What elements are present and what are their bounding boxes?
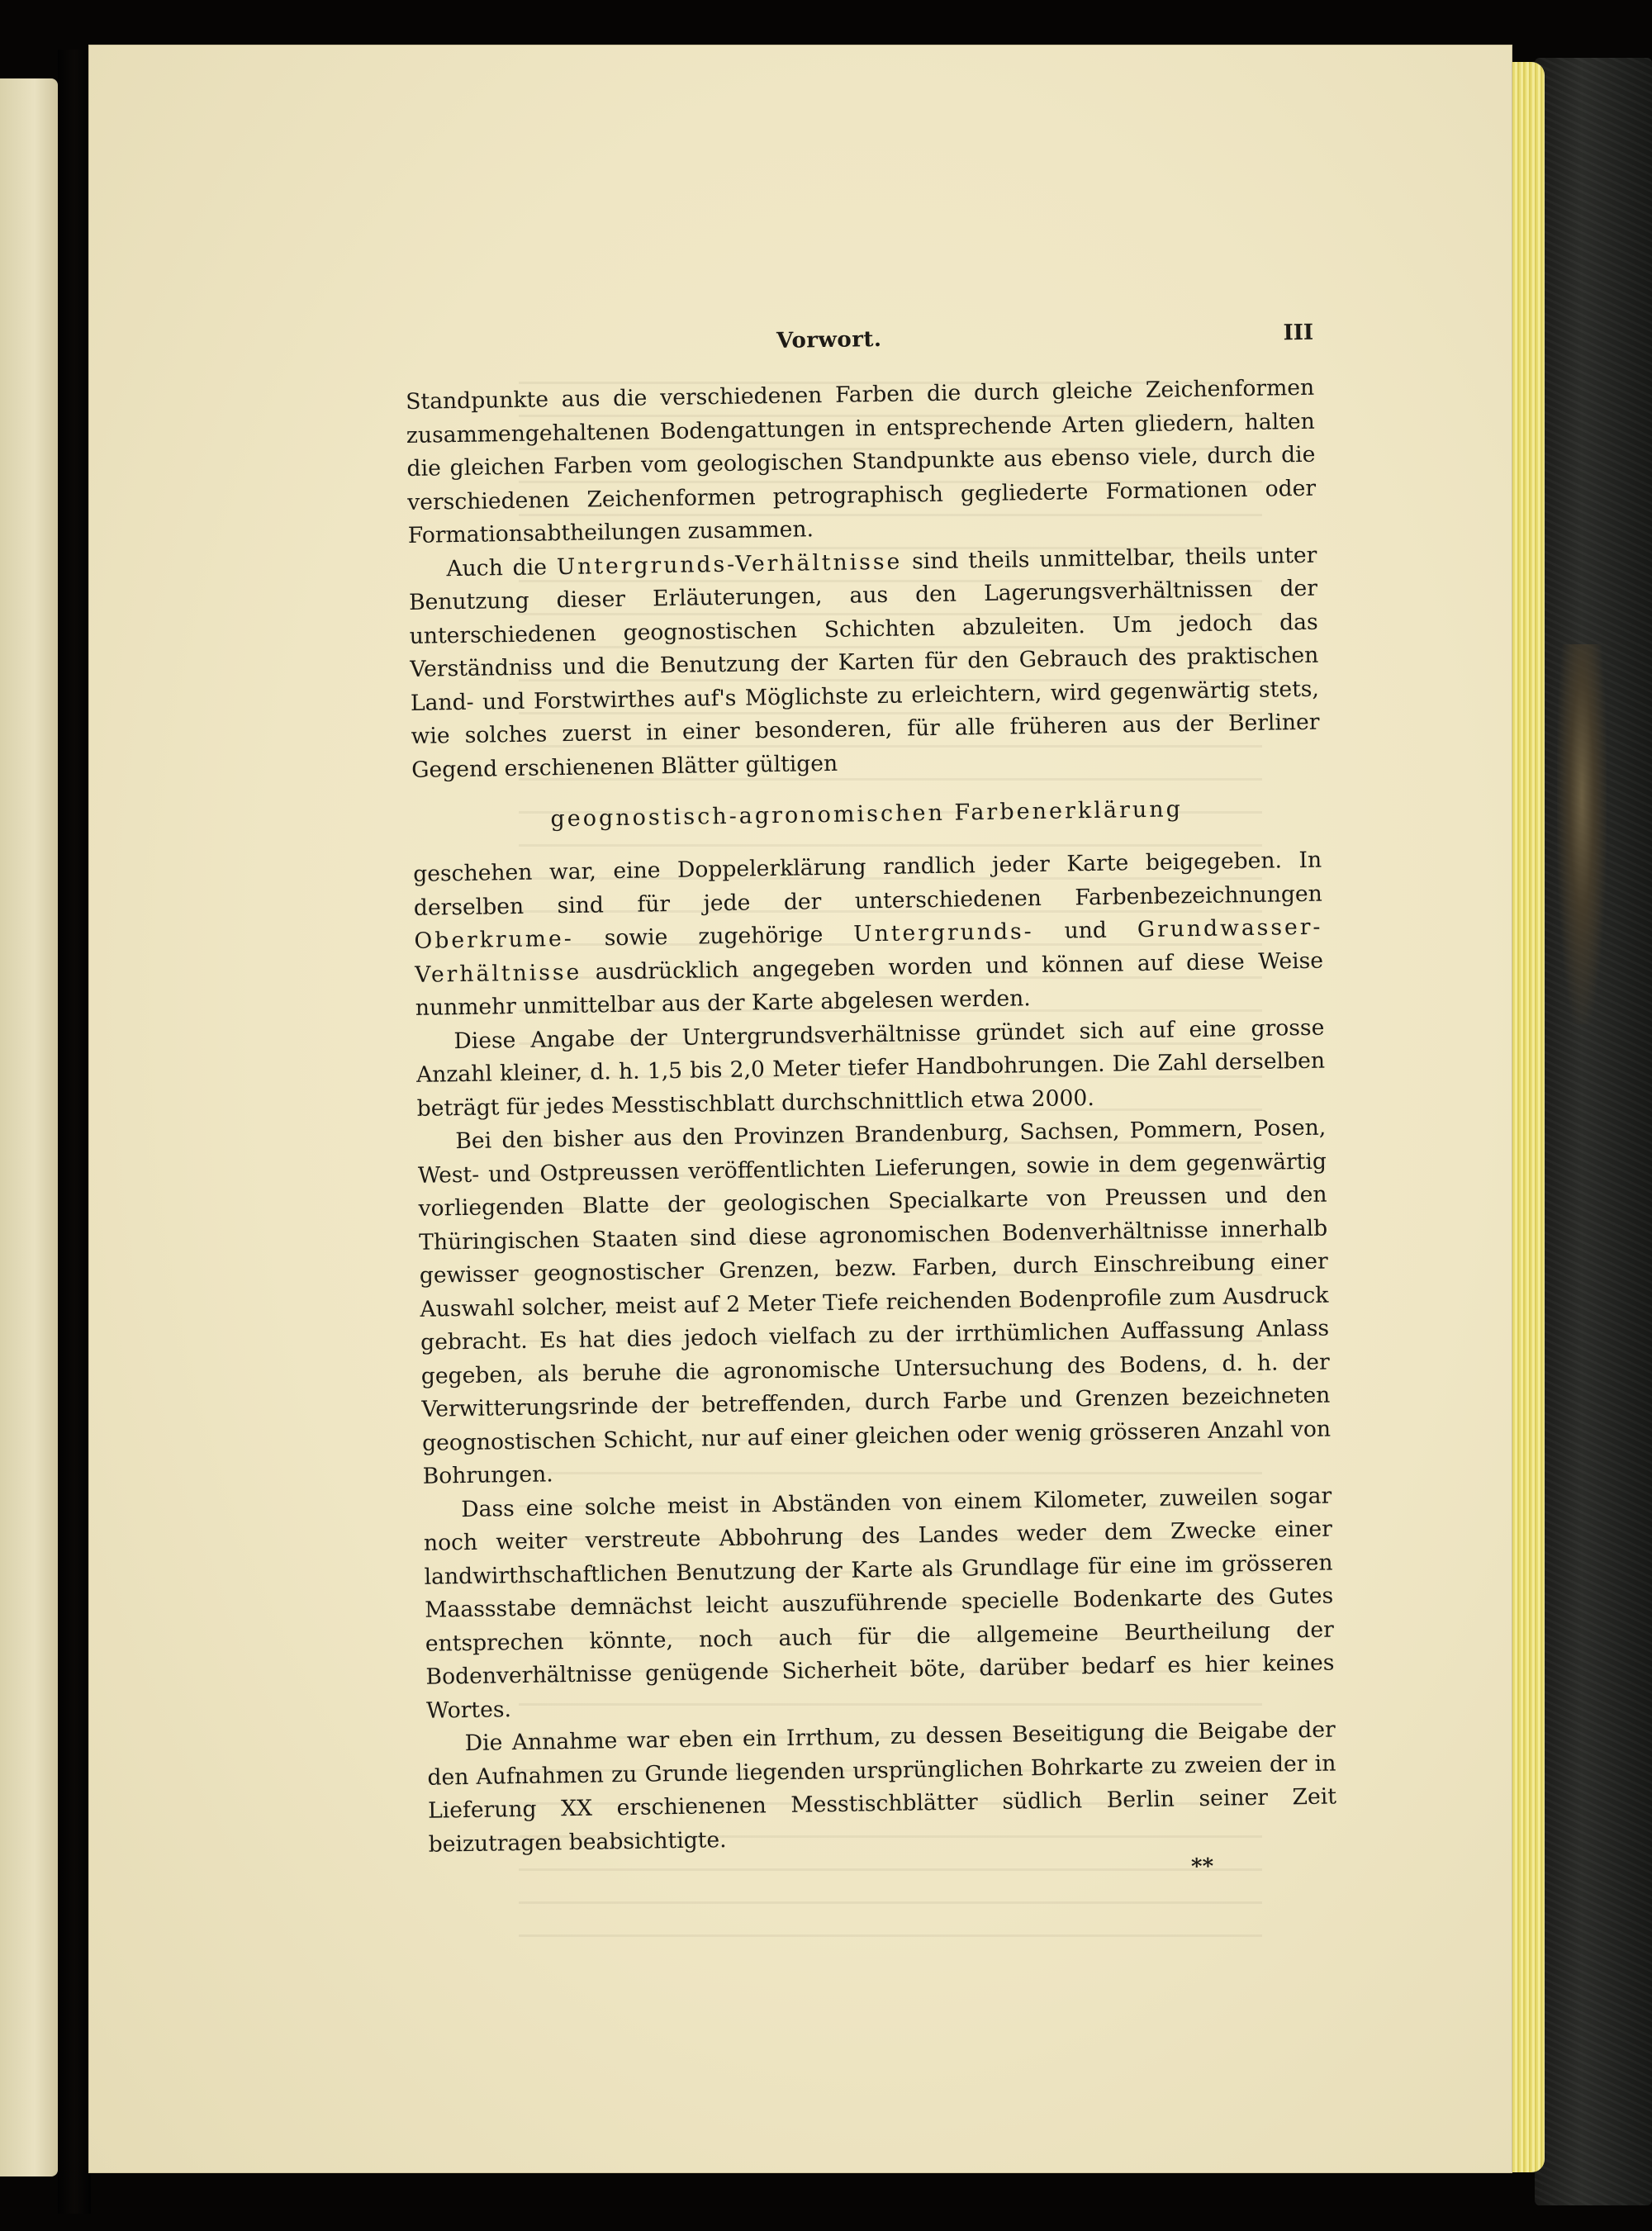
paragraph-1: Standpunkte aus die verschiedenen Farben die durch gleiche Zeichenformen zusammengehaltenen Bodengattungen in entsprechende Arten gliedern, halten die gleichen Farben vom geologischen Standpunkte aus ebenso viele, durch die verschiedenen Zeichenformen petrographisch gegliederte Formationen oder Formationsabtheilungen zusammen. [406, 374, 1317, 548]
cover-wear-mark [1557, 644, 1607, 1024]
page-header [405, 320, 1314, 374]
paragraph-3 [413, 844, 1324, 1026]
paragraph-2-before: Auch die [446, 553, 558, 581]
paragraph-3-middle: sowie zugehörige [573, 921, 854, 952]
paragraph-2-after: sind theils unmittelbar, theils unter Benutzung dieser Erläuterungen, aus den Lagerungsverhältnissen der unterschiedenen geognostischen Schichten abzuleiten. Um jedoch das Verständniss und die Benutzung der Karten für den Gebrauch des praktischen Land- und Forstwirthes auf's Möglichste zu erleichtern, wird gegenwärtig stets, wie solches zuerst in einer besonderen, für alle früheren aus der Berliner Gegend erschienenen Blätter gültigen [408, 542, 1320, 783]
paragraph-3-after: ausdrücklich angegeben worden und können auf diese Weise nunmehr unmittelbar aus der Karte abgelesen werden. [415, 947, 1324, 1021]
running-title: Vorwort. [776, 326, 882, 354]
paragraph-5: Bei den bisher aus den Provinzen Brandenburg, Sachsen, Pommern, Posen, West- und Ostpreussen veröffentlichten Lieferungen, sowie in dem gegenwärtig vorliegenden Blatte der geologischen Specialkarte von Preussen und den Thüringischen Staaten sind diese agronomischen Bodenverhältnisse innerhalb gewisser geognostischer Grenzen, bezw. Farben, durch Einschreibung einer Auswahl solcher, meist auf 2 Meter Tiefe reichenden Bodenprofile zum Ausdruck gebracht. Es hat dies jedoch vielfach zu der irrthümlichen Auffassung Anlass gegeben, als beruhe die agronomische Untersuchung des Bodens, d. h. der Verwitterungsrinde der betreffenden, durch Farbe und Grenzen bezeichneten geognostischen Schicht, nur auf einer gleichen oder wenig grösseren Anzahl von Bohrungen. [417, 1114, 1332, 1489]
book-gutter [58, 50, 91, 2214]
paragraph-3-before: geschehen war, eine Doppelerklärung randlich jeder Karte beigegeben. In derselben sind für jede der unterschiedenen Farbenbezeichnungen [413, 847, 1323, 921]
paragraph-4: Diese Angabe der Untergrundsverhältnisse gründet sich auf eine grosse Anzahl kleiner, d. h. 1,5 bis 2,0 Meter tiefer Handbohrungen. Die Zahl derselben beträgt für jedes Messtischblatt durchschnittlich etwa 2000. [415, 1014, 1326, 1122]
paragraph-3-term-3: Grundwasser-Verhältnisse [414, 914, 1323, 988]
paragraph-3-middle-2: und [1033, 917, 1138, 945]
page-number: III [1283, 320, 1314, 346]
paragraph-6: Dass eine solche meist in Abständen von einem Kilometer, zuweilen sogar noch weiter verstreute Abbohrung des Landes weder dem Zwecke einer landwirthschaftlichen Benutzung der Karte als Grundlage für eine im grösseren Maassstabe demnächst leicht auszuführende specielle Bodenkarte des Gutes entsprechen könnte, noch auch für die allgemeine Beurtheilung der Bodenverhältnisse genügende Sicherheit böte, darüber bedarf es hier keines Wortes. [423, 1483, 1335, 1724]
paragraph-3-term-2: Untergrunds- [853, 919, 1034, 947]
page-text-block [405, 320, 1338, 1900]
book-page [89, 45, 1512, 2172]
closing-asterisks: ** [1190, 1854, 1214, 1880]
paragraph-2 [408, 539, 1320, 787]
centered-heading: geognostisch-agronomischen Farbenerklärung [550, 796, 1184, 833]
book-cover [1535, 58, 1652, 2205]
previous-page-edge [0, 78, 58, 2176]
paragraph-7: Die Annahme war eben ein Irrthum, zu dessen Beseitigung die Beigabe der den Aufnahmen zu Grunde liegenden ursprünglichen Bohrkarte zu zweien der in Lieferung XX erschienenen Messtischblätter südlich Berlin seiner Zeit beizutragen beabsichtigte. [427, 1716, 1337, 1858]
paragraph-2-spaced-term: Untergrunds-Verhältnisse [556, 548, 903, 580]
paragraph-3-term-1: Oberkrume- [414, 925, 574, 954]
